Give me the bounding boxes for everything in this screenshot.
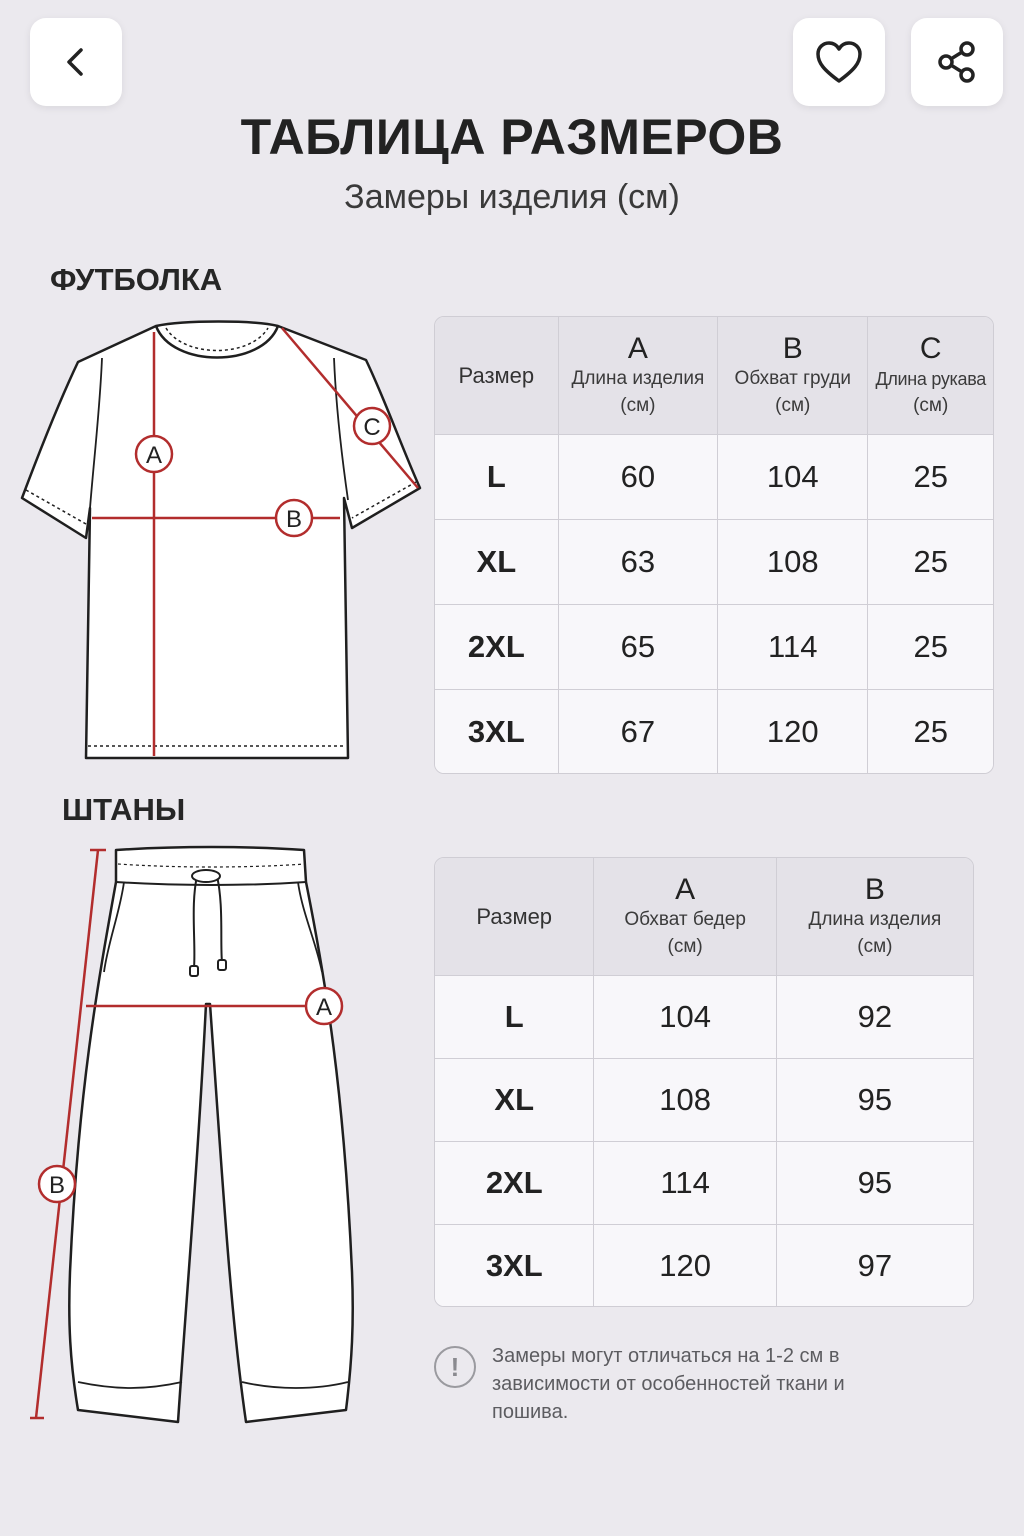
- share-button[interactable]: [911, 18, 1003, 106]
- marker-a: [306, 988, 342, 1024]
- value-cell: 114: [594, 1142, 776, 1225]
- marker-c: [354, 408, 390, 444]
- svg-text:C: C: [363, 414, 381, 441]
- value-cell: 114: [718, 605, 868, 690]
- size-cell: 2XL: [435, 605, 559, 690]
- table-row: [435, 1142, 973, 1225]
- back-button[interactable]: [30, 18, 122, 106]
- value-cell: 60: [559, 435, 718, 520]
- marker-b: [276, 500, 312, 536]
- header-col-a: A Обхват бедер (см): [594, 858, 776, 976]
- value-cell: 95: [777, 1142, 973, 1225]
- pants-section-title: ШТАНЫ: [62, 792, 186, 827]
- table-header-row: [435, 317, 993, 435]
- tshirt-size-table: [434, 316, 994, 774]
- page-subtitle: Замеры изделия (см): [344, 178, 680, 216]
- header-size: Размер: [435, 858, 594, 976]
- size-cell: 2XL: [435, 1142, 594, 1225]
- value-cell: 25: [868, 435, 993, 520]
- value-cell: 120: [718, 690, 868, 773]
- header-size: Размер: [435, 317, 559, 435]
- table-row: [435, 605, 993, 690]
- table-header-row: [435, 858, 973, 976]
- table-row: [435, 976, 973, 1059]
- value-cell: 25: [868, 605, 993, 690]
- svg-text:B: B: [48, 1172, 66, 1199]
- value-cell: 97: [777, 1225, 973, 1306]
- table-row: [435, 690, 993, 773]
- table-row: [435, 1225, 973, 1306]
- favorite-button[interactable]: [793, 18, 885, 106]
- header-col-a: A Длина изделия (см): [559, 317, 718, 435]
- tshirt-illustration: [14, 318, 426, 764]
- header-col-c: C Длина рукава (см): [868, 317, 993, 435]
- marker-b: [39, 1166, 75, 1202]
- table-row: [435, 435, 993, 520]
- table-row: [435, 520, 993, 605]
- share-icon: [934, 39, 980, 85]
- value-cell: 120: [594, 1225, 776, 1306]
- value-cell: 108: [718, 520, 868, 605]
- size-cell: L: [435, 976, 594, 1059]
- page-title: ТАБЛИЦА РАЗМЕРОВ: [240, 109, 784, 165]
- value-cell: 92: [777, 976, 973, 1059]
- measurement-note: [434, 1342, 974, 1426]
- tshirt-section-title: ФУТБОЛКА: [50, 262, 223, 297]
- value-cell: 108: [594, 1059, 776, 1142]
- size-cell: L: [435, 435, 559, 520]
- marker-a: [136, 436, 172, 472]
- size-cell: 3XL: [435, 690, 559, 773]
- value-cell: 65: [559, 605, 718, 690]
- exclamation-circle-icon: !: [434, 1346, 476, 1388]
- value-cell: 95: [777, 1059, 973, 1142]
- svg-text:A: A: [145, 442, 163, 469]
- value-cell: 104: [718, 435, 868, 520]
- pants-size-table: [434, 857, 974, 1307]
- value-cell: 63: [559, 520, 718, 605]
- heart-icon: [814, 39, 864, 85]
- pants-illustration: [26, 842, 366, 1438]
- value-cell: 25: [868, 520, 993, 605]
- chevron-left-icon: [56, 42, 96, 82]
- svg-text:B: B: [285, 506, 303, 533]
- value-cell: 67: [559, 690, 718, 773]
- size-cell: 3XL: [435, 1225, 594, 1306]
- header-col-b: B Обхват груди (см): [718, 317, 868, 435]
- size-cell: XL: [435, 520, 559, 605]
- svg-text:A: A: [315, 994, 333, 1021]
- header-col-b: B Длина изделия (см): [777, 858, 973, 976]
- size-cell: XL: [435, 1059, 594, 1142]
- table-row: [435, 1059, 973, 1142]
- value-cell: 104: [594, 976, 776, 1059]
- value-cell: 25: [868, 690, 993, 773]
- note-text: Замеры могут отличаться на 1-2 см в зависимости от особенностей ткани и пошива.: [492, 1345, 845, 1423]
